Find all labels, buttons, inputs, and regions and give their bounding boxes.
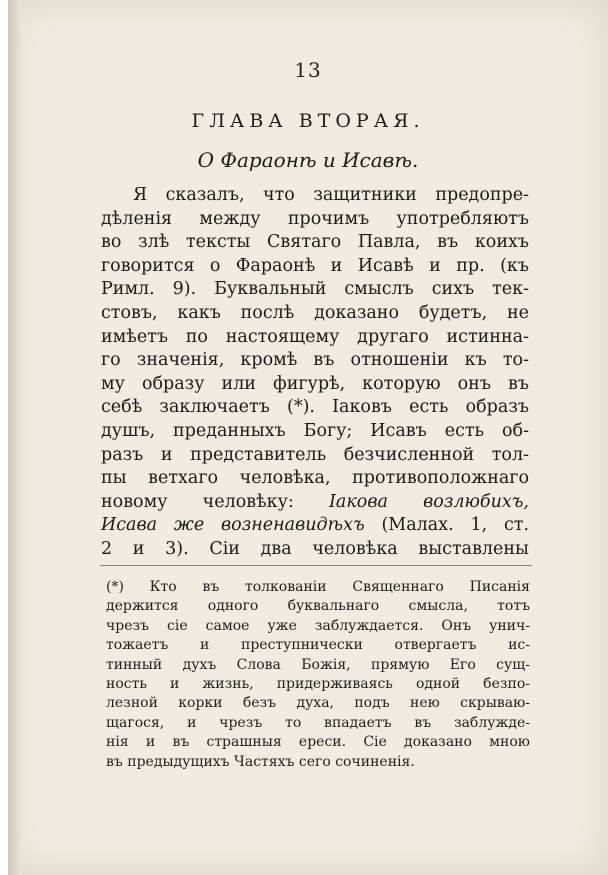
body-text xyxy=(101,184,529,562)
italic-quote: Исава же возненавидѣхъ xyxy=(101,515,365,536)
body-line: душъ, преданныхъ Богу; Исавъ есть об- xyxy=(101,420,529,441)
body-line: 2 и 3). Сіи два человѣка выставлены xyxy=(101,538,529,559)
chapter-heading: ГЛАВА ВТОРАЯ. xyxy=(191,110,425,132)
body-line: го значенія, кромѣ въ отношеніи къ то- xyxy=(101,350,529,371)
page-number: 13 xyxy=(294,58,322,82)
body-line: имѣетъ по настоящему другаго истинна- xyxy=(101,326,529,347)
footnote xyxy=(106,578,530,772)
footnote-line: тинный духъ Слова Божія, прямую Его сущ- xyxy=(106,656,530,673)
footnote-line: тожаетъ и преступнически отвергаетъ ис- xyxy=(106,637,530,654)
body-line: му образу или фигурѣ, которую онъ въ xyxy=(101,373,529,394)
body-line: стовъ, какъ послѣ доказано будетъ, не xyxy=(101,302,529,323)
body-line-text: (Малах. 1, ст. xyxy=(381,515,530,536)
body-line-mixed xyxy=(101,491,529,515)
footnote-line: держится одного буквальнаго смысла, тотъ xyxy=(106,598,530,615)
footnote-divider xyxy=(100,565,532,566)
footnote-line: въ предыдущихъ Частяхъ сего сочиненія. xyxy=(106,753,415,770)
footnote-line: щагося, и чрезъ то впадаетъ въ заблужде- xyxy=(106,714,530,731)
footnote-line: (*) Кто въ толкованіи Священнаго Писанія xyxy=(106,579,530,595)
book-page xyxy=(8,0,608,875)
chapter-subtitle: О Фараонѣ и Исавѣ. xyxy=(197,148,419,172)
body-line: дѣленія между прочимъ употребляютъ xyxy=(101,208,529,229)
italic-quote: Іакова возлюбихъ, xyxy=(328,491,529,512)
body-line: Римл. 9). Буквальный смыслъ сихъ тек- xyxy=(101,279,529,300)
footnote-line: чрезъ сіе самое уже заблуждается. Онъ унич- xyxy=(106,617,530,634)
body-line: во злѣ тексты Святаго Павла, въ коихъ xyxy=(101,232,529,253)
body-line: себѣ заключаетъ (*). Іаковъ есть образъ xyxy=(101,397,529,418)
body-line: пы ветхаго человѣка, противоположнаго xyxy=(101,468,529,489)
body-line: разъ и представитель безчисленной тол- xyxy=(101,444,529,465)
body-line: говорится о Фараонѣ и Исавѣ и пр. (къ xyxy=(101,255,529,276)
footnote-line: ность и жизнь, придерживаясь одной безпо- xyxy=(106,676,530,693)
footnote-line: нія и въ страшныя ереси. Сіе доказано мною xyxy=(106,734,530,751)
body-line-mixed xyxy=(101,514,529,538)
body-line-text: новому человѣку: xyxy=(101,491,294,512)
footnote-line: лезной корки безъ духа, подъ нею скрываю- xyxy=(106,695,530,712)
body-line: Я сказалъ, что защитники предопре- xyxy=(133,185,529,205)
